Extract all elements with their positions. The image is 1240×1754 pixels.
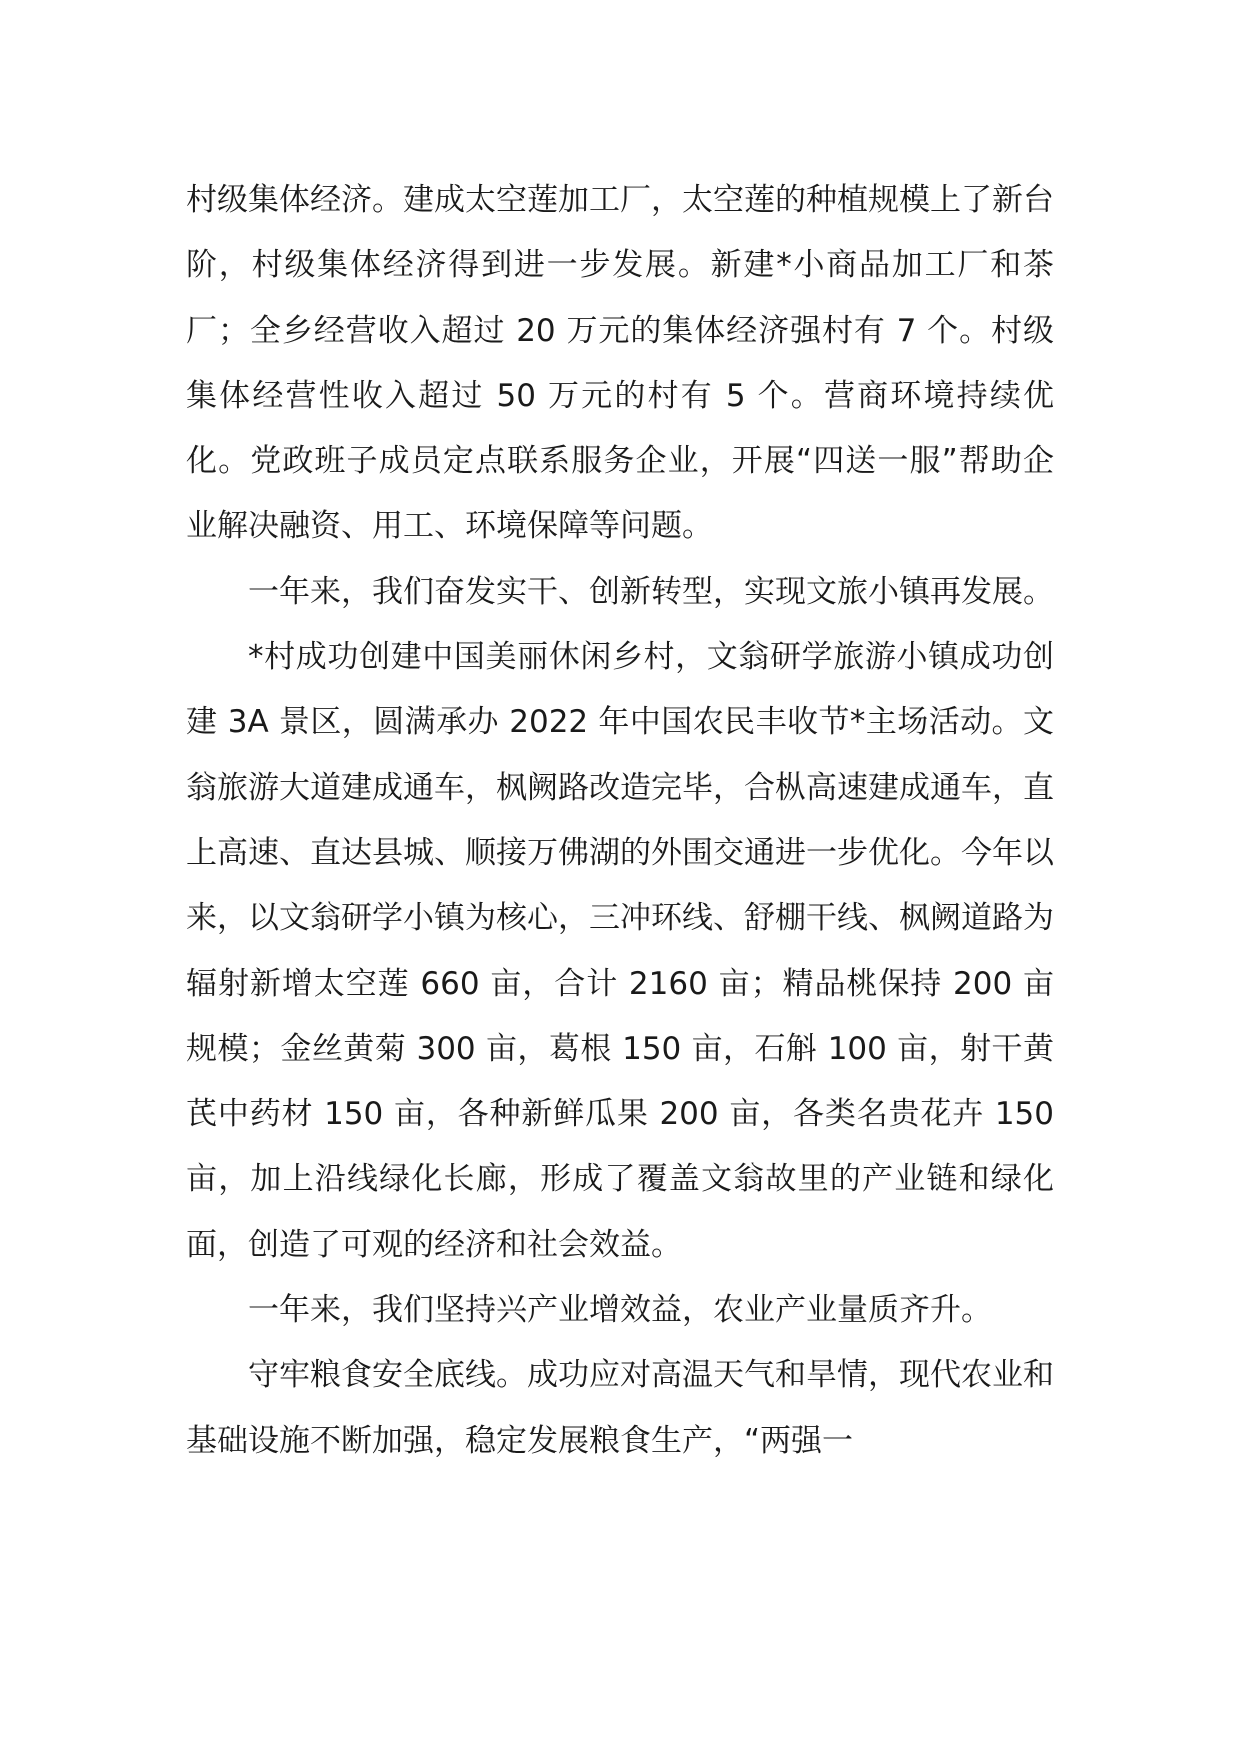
paragraph-agriculture-heading: 一年来，我们坚持兴产业增效益，农业产业量质齐升。 xyxy=(248,1292,992,1329)
document-body xyxy=(186,168,1054,1474)
paragraph-food-security: 守牢粮食安全底线。成功应对高温天气和旱情，现代农业和基础设施不断加强，稳定发展粮食生产，“两强一 xyxy=(186,1357,1054,1459)
paragraph-culture-tourism-detail: *村成功创建中国美丽休闲乡村，文翁研学旅游小镇成功创建 3A 景区，圆满承办 2022 年中国农民丰收节*主场活动。文翁旅游大道建成通车，枫阙路改造完毕，合枞高速建成通车，直上高速、直达县城、顺接万佛湖的外围交通进一步优化。今年以来，以文翁研学小镇为核心，三冲环线、舒棚干线、枫阙道路为辐射新增太空莲 660 亩，合计 2160 亩；精品桃保持 200 亩规模；金丝黄菊 300 亩，葛根 150 亩，石斛 100 亩，射干黄芪中药材 150 亩，各种新鲜瓜果 200 亩，各类名贵花卉 150 亩，加上沿线绿化长廊，形成了覆盖文翁故里的产业链和绿化面，创造了可观的经济和社会效益。 xyxy=(186,639,1054,1263)
paragraph-collective-economy: 村级集体经济。建成太空莲加工厂，太空莲的种植规模上了新台阶，村级集体经济得到进一步发展。新建*小商品加工厂和茶厂；全乡经营收入超过 20 万元的集体经济强村有 7 个。村级集体经营性收入超过 50 万元的村有 5 个。营商环境持续优化。党政班子成员定点联系服务企业，开展“四送一服”帮助企业解决融资、用工、环境保障等问题。 xyxy=(186,182,1054,545)
paragraph-culture-tourism-heading: 一年来，我们奋发实干、创新转型，实现文旅小镇再发展。 xyxy=(248,573,1054,610)
